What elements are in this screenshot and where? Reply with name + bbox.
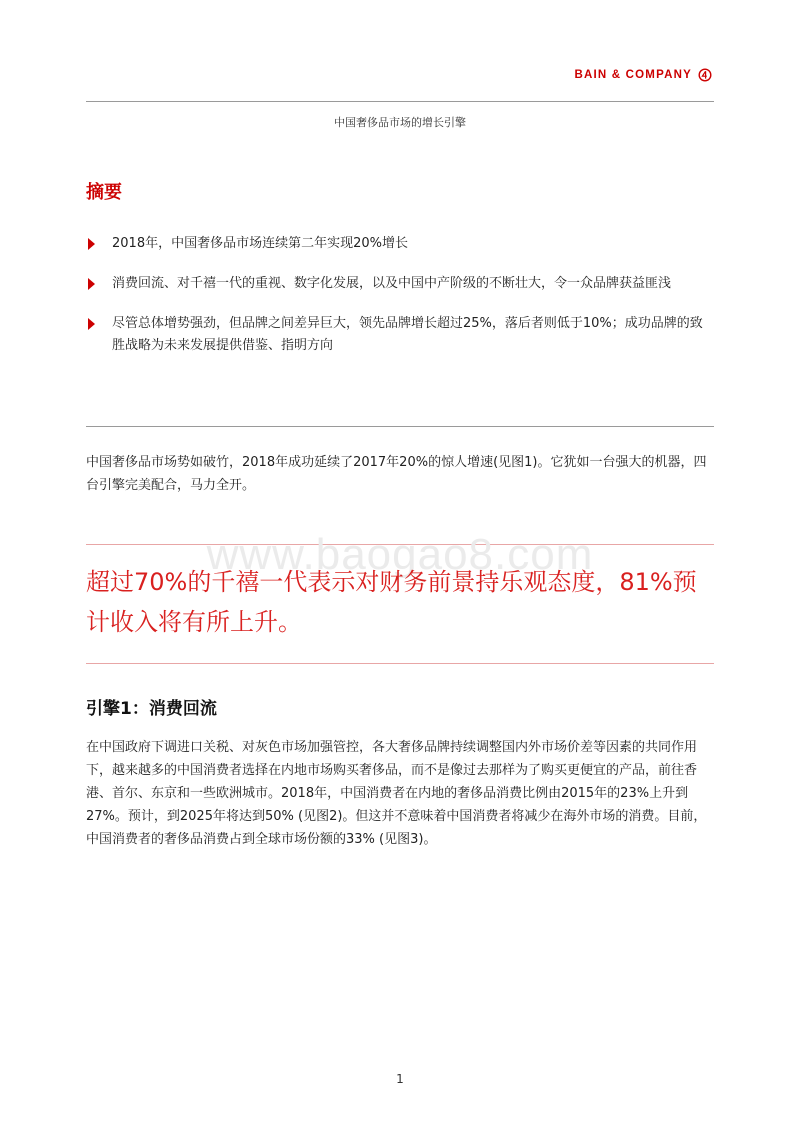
bain-logo-icon [698,68,712,82]
bullet-text: 2018年，中国奢侈品市场连续第二年实现20%增长 [112,236,408,251]
summary-divider [86,426,714,427]
header-divider [86,101,714,102]
pull-quote-bottom-rule [86,663,714,664]
engine1-paragraph: 在中国政府下调进口关税、对灰色市场加强管控，各大奢侈品牌持续调整国内外市场价差等因素的共同作用下，越来越多的中国消费者选择在内地市场购买奢侈品，而不是像过去那样为了购买更便宜的产品，前往香港、首尔、东京和一些欧洲城市。2018年，中国消费者在内地的奢侈品消费比例由2015年的23%上升到27%。预计，到2025年将达到50% (见图2)。但这并不意味着中国消费者将减少在海外市场的消费。目前，中国消费者的奢侈品消费占到全球市场份额的33% (见图3)。 [86,740,707,847]
engine1-heading: 引擎1：消费回流 [86,699,217,719]
watermark: www.baogao8.com [206,530,594,579]
document-title: 中国奢侈品市场的增长引擎 [334,116,466,129]
brand-header [0,68,712,82]
red-triangle-bullet-icon [88,238,95,250]
summary-bullet [86,233,714,255]
bullet-text: 消费回流、对千禧一代的重视、数字化发展，以及中国中产阶级的不断壮大，令一众品牌获益匪浅 [112,276,672,291]
pull-quote: 超过70%的千禧一代表示对财务前景持乐观态度，81%预计收入将有所上升。 [86,568,697,636]
summary-bullet [86,313,714,357]
summary-heading: 摘要 [86,182,122,203]
bullet-text: 尽管总体增势强劲，但品牌之间差异巨大，领先品牌增长超过25%，落后者则低于10%；成功品牌的致胜战略为未来发展提供借鉴、指明方向 [112,316,703,353]
brand-name: BAIN & COMPANY [574,69,692,81]
summary-bullet-list [86,233,714,375]
page-number: 1 [396,1072,404,1086]
summary-bullet [86,273,714,295]
intro-paragraph: 中国奢侈品市场势如破竹，2018年成功延续了2017年20%的惊人增速(见图1)。它犹如一台强大的机器，四台引擎完美配合，马力全开。 [86,455,707,493]
red-triangle-bullet-icon [88,318,95,330]
red-triangle-bullet-icon [88,278,95,290]
